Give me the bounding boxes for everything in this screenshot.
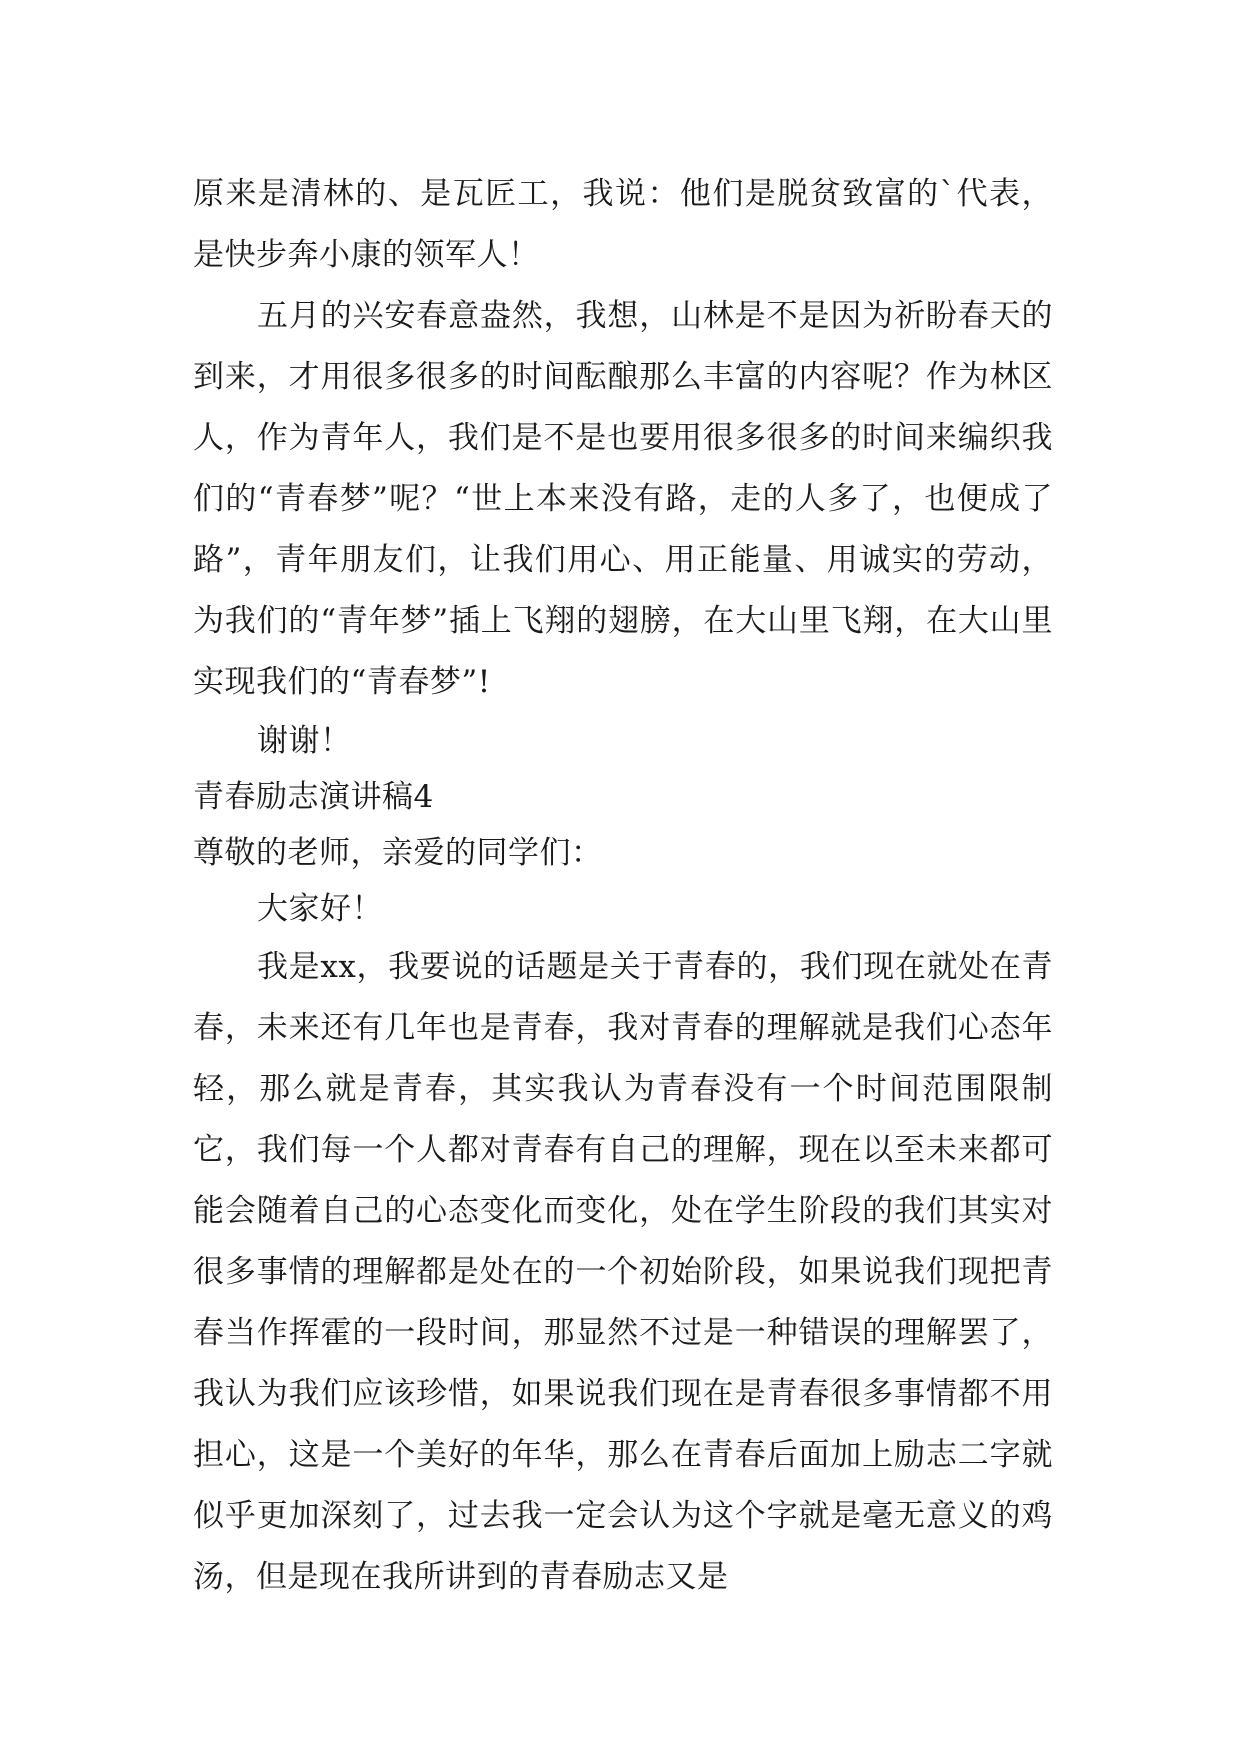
paragraph-thanks: 谢谢！: [257, 723, 352, 759]
paragraph-greeting: 大家好！: [257, 891, 383, 927]
paragraph-youth-speech: 我是xx，我要说的话题是关于青春的，我们现在就处在青春，未来还有几年也是青春，我对青春的理解就是我们心态年轻，那么就是青春，其实我认为青春没有一个时间范围限制它，我们每一个人都对青春有自己的理解，现在以至未来都可能会随着自己的心态变化而变化，处在学生阶段的我们其实对很多事情的理解都是处在的一个初始阶段，如果说我们现把青春当作挥霍的一段时间，那显然不过是一种错误的理解罢了，我认为我们应该珍惜，如果说我们现在是青春很多事情都不用担心，这是一个美好的年华，那么在青春后面加上励志二字就似乎更加深刻了，过去我一定会认为这个字就是毫无意义的鸡汤，但是现在我所讲到的青春励志又是: [193, 949, 1053, 1595]
paragraph-spring-dream: 五月的兴安春意盎然，我想，山林是不是因为祈盼春天的到来，才用很多很多的时间酝酿那么丰富的内容呢？作为林区人，作为青年人，我们是不是也要用很多很多的时间来编织我们的“青春梦”呢？“世上本来没有路，走的人多了，也便成了路”，青年朋友们，让我们用心、用正能量、用诚实的劳动，为我们的“青年梦”插上飞翔的翅膀，在大山里飞翔，在大山里实现我们的“青春梦”!: [193, 298, 1053, 700]
paragraph-intro-continuation: 原来是清林的、是瓦匠工，我说：他们是脱贫致富的`代表，是快步奔小康的领军人！: [193, 176, 1053, 273]
section-title: 青春励志演讲稿4: [193, 779, 434, 815]
salutation: 尊敬的老师，亲爱的同学们：: [193, 835, 603, 871]
document-body: [193, 164, 1053, 1608]
